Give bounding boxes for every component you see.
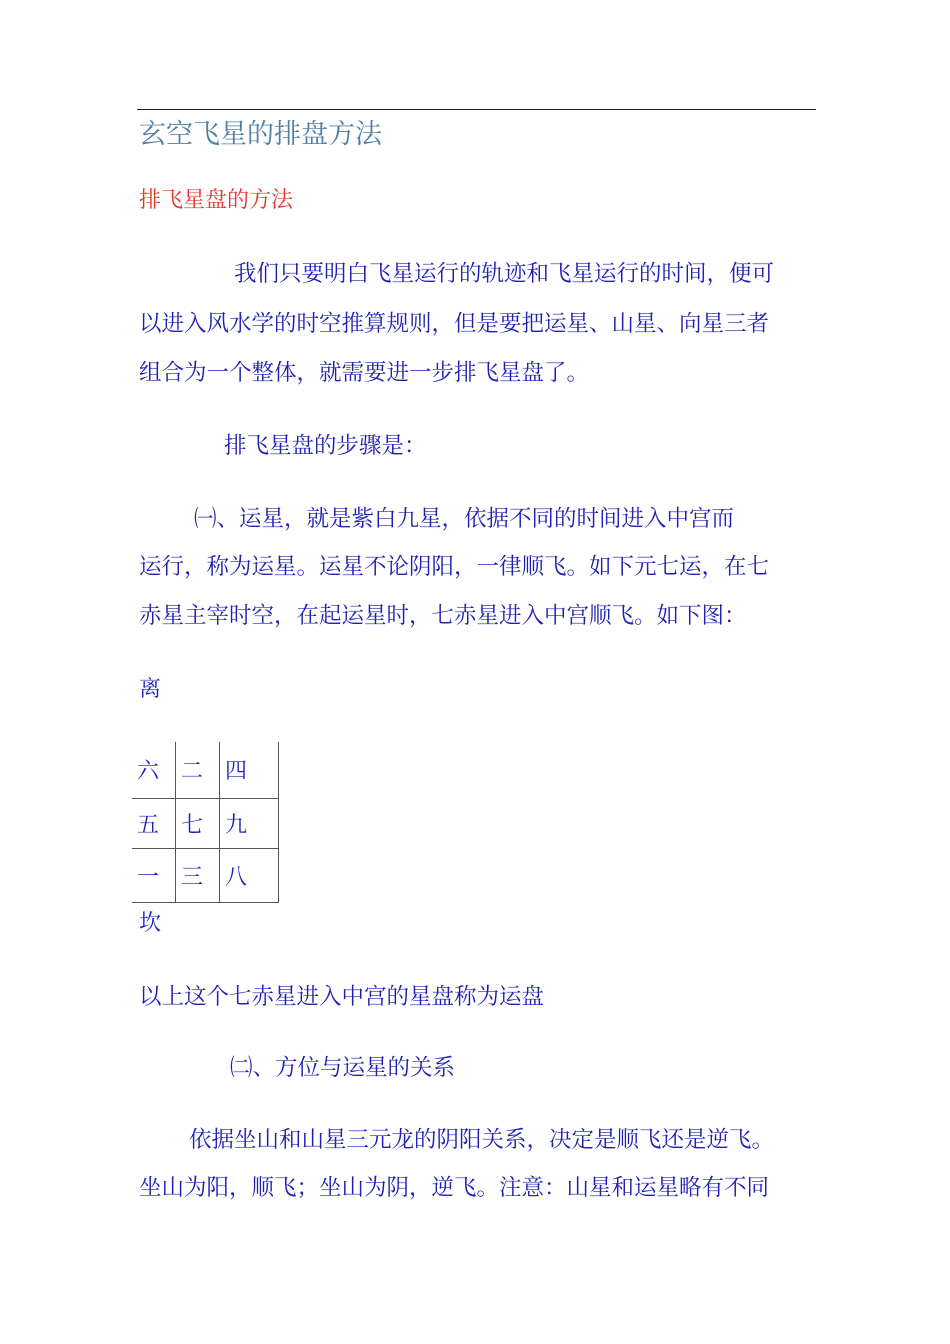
grid-cell: 二 <box>176 742 220 798</box>
grid-bottom-label: 坎 <box>139 911 162 936</box>
yun-pan-grid <box>132 742 279 903</box>
document-title: 玄空飞星的排盘方法 <box>139 119 382 150</box>
grid-top-label: 离 <box>139 677 162 702</box>
grid-cell: 九 <box>220 798 279 848</box>
section-heading: 排飞星盘的方法 <box>139 188 294 213</box>
step2-heading: ㈡、方位与运星的关系 <box>230 1055 456 1081</box>
grid-cell: 三 <box>176 848 220 902</box>
grid-cell: 七 <box>176 798 220 848</box>
step2-line-2: 坐山为阳，顺飞；坐山为阴，逆飞。注意：山星和运星略有不同 <box>139 1175 770 1201</box>
grid-cell: 六 <box>132 742 176 798</box>
grid-cell: 一 <box>132 848 176 902</box>
grid-cell: 四 <box>220 742 279 798</box>
grid-cell: 五 <box>132 798 176 848</box>
step2-line-1: 依据坐山和山星三元龙的阴阳关系，决定是顺飞还是逆飞。 <box>189 1127 775 1153</box>
step1-line-3: 赤星主宰时空，在起运星时，七赤星进入中宫顺飞。如下图： <box>139 603 747 629</box>
para1-line-3: 组合为一个整体，就需要进一步排飞星盘了。 <box>139 360 590 386</box>
summary-line: 以上这个七赤星进入中宫的星盘称为运盘 <box>139 984 545 1010</box>
para1-line-1: 我们只要明白飞星运行的轨迹和飞星运行的时间，便可 <box>234 261 775 287</box>
step1-line-1: ㈠、运星，就是紫白九星，依据不同的时间进入中宫而 <box>194 506 735 532</box>
para1-line-2: 以进入风水学的时空推算规则，但是要把运星、山星、向星三者 <box>139 311 770 337</box>
header-rule <box>137 109 816 110</box>
steps-heading: 排飞星盘的步骤是： <box>224 433 427 459</box>
step1-line-2: 运行，称为运星。运星不论阴阳，一律顺飞。如下元七运，在七 <box>139 554 770 580</box>
grid-cell: 八 <box>220 848 279 902</box>
